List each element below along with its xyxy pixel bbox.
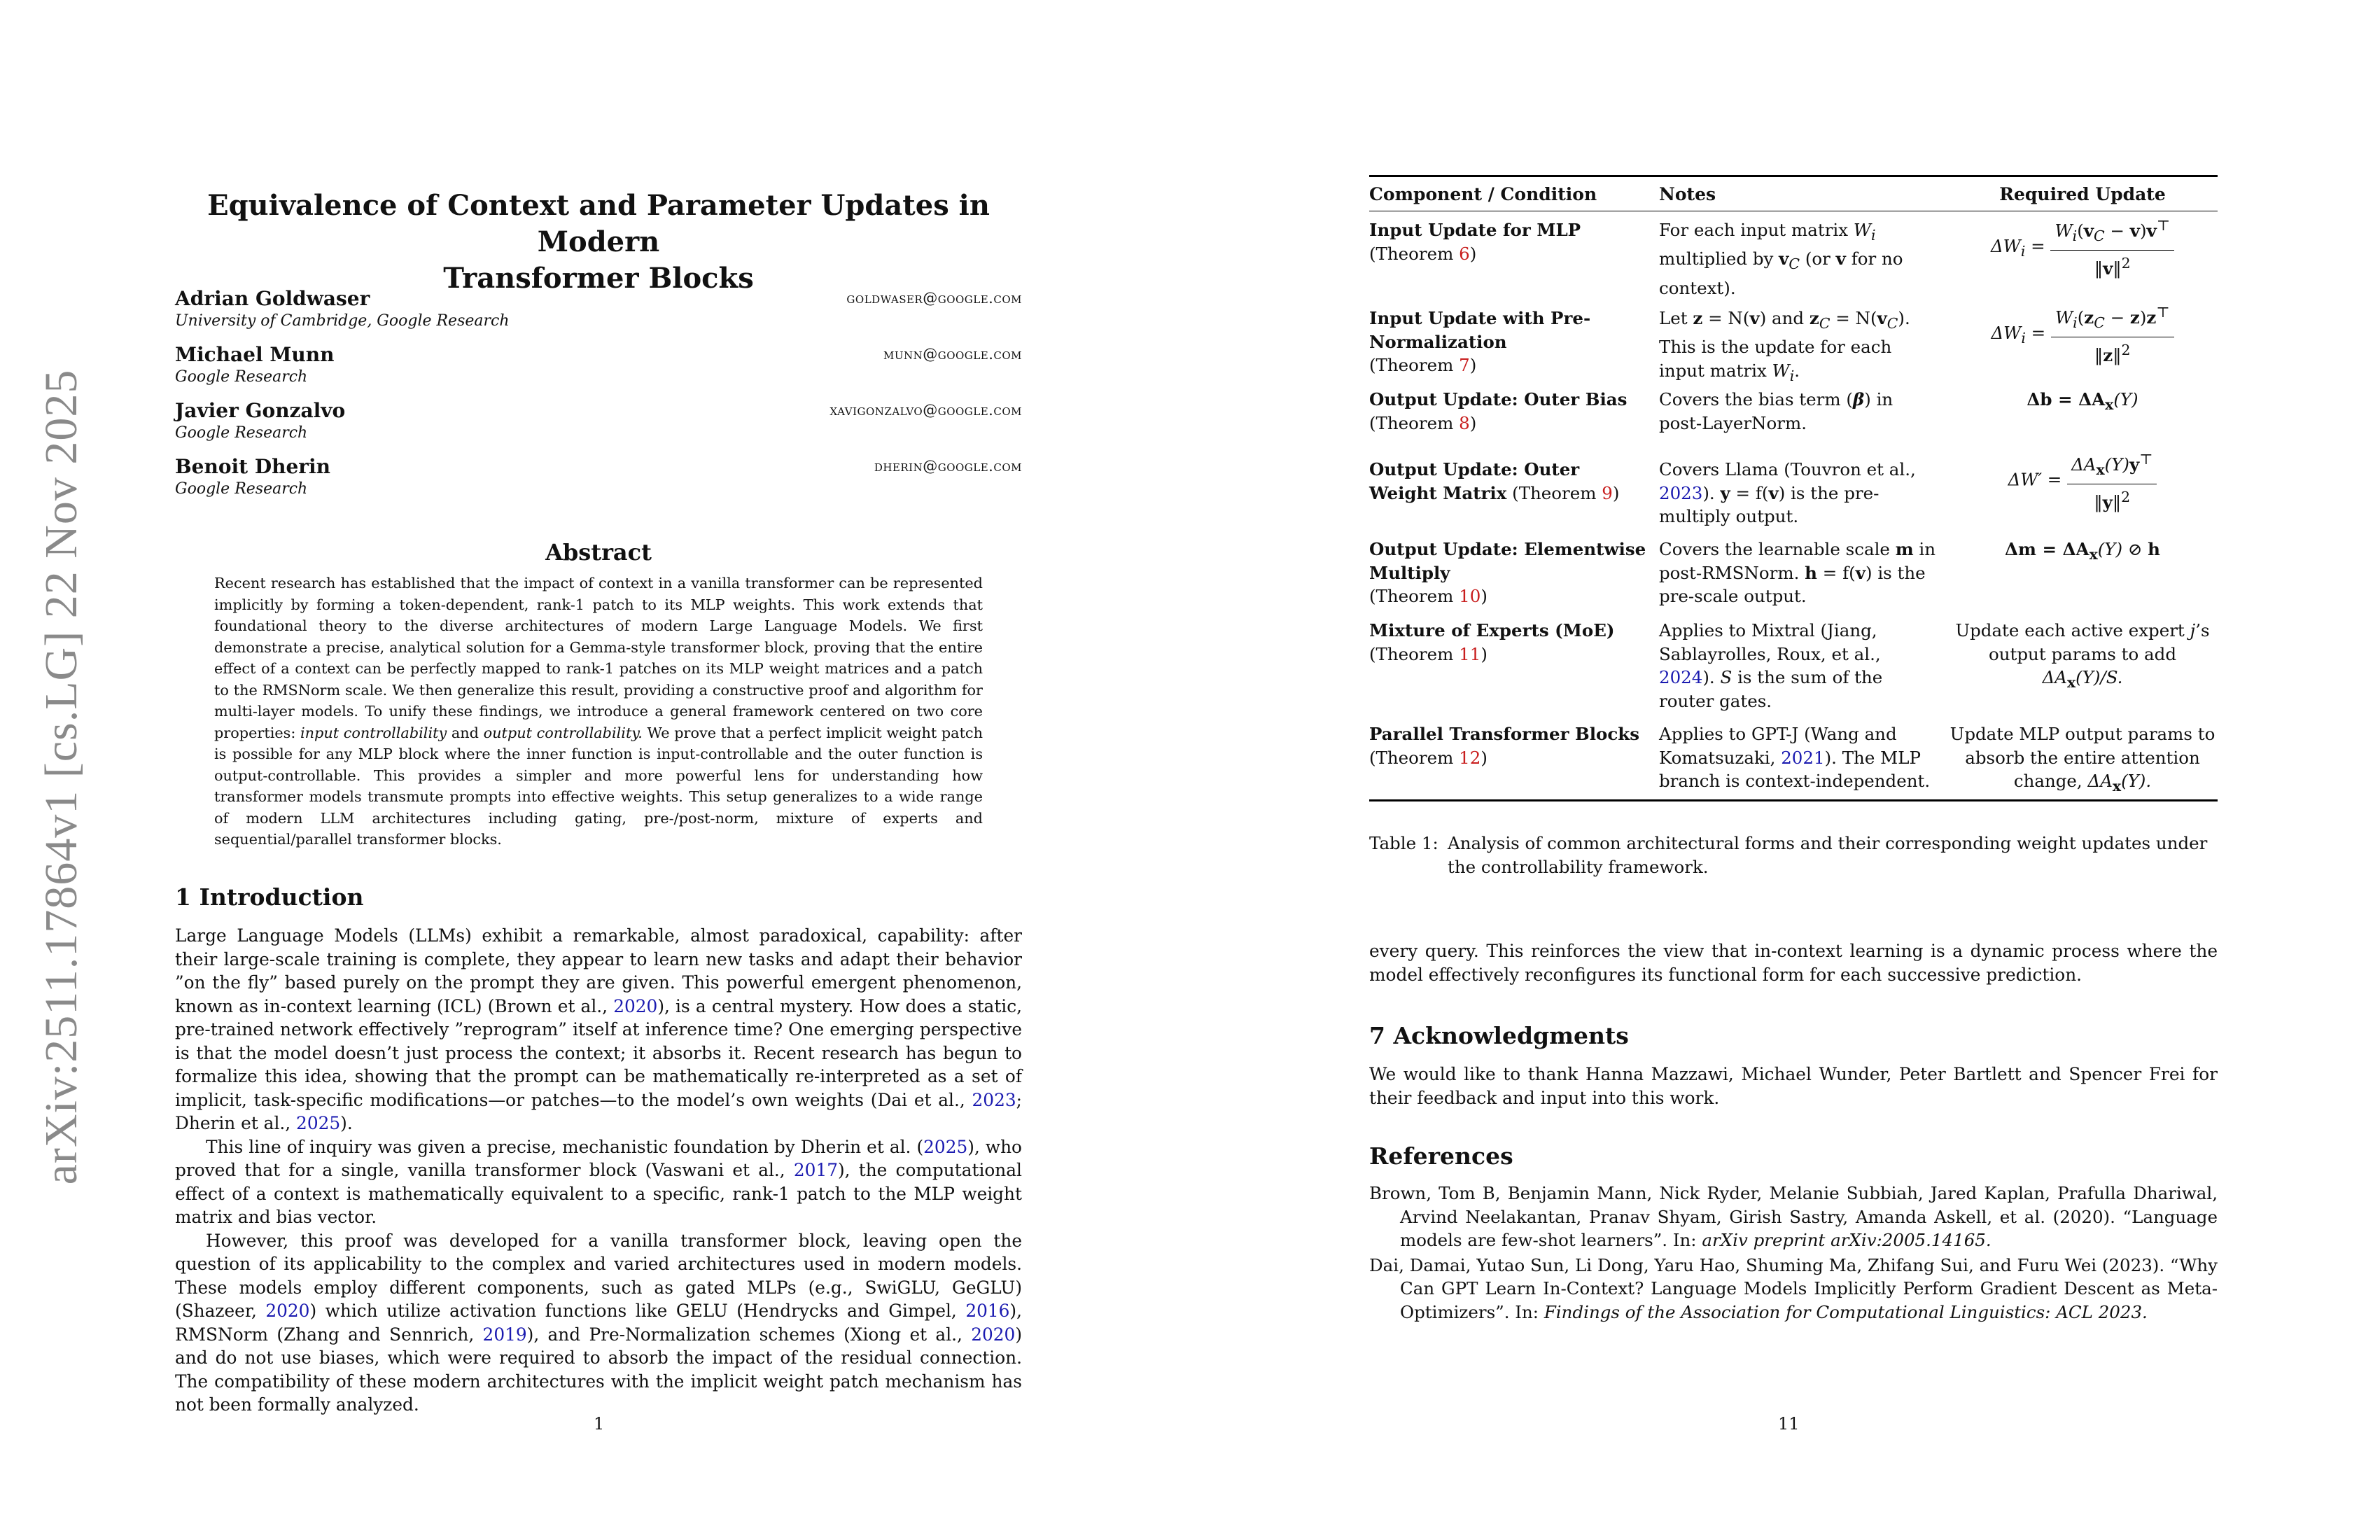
- update-formula: $\frac{W_i(z_C - z)z^⊤}{‖z‖^2}$: [2051, 301, 2174, 367]
- notes-cell: Let z = N(v) and $z_C = N(v_C)$. This is the update for each input matrix $W_i$.: [1659, 308, 1910, 384]
- citation-link[interactable]: 2024: [1659, 667, 1703, 687]
- author-block: [175, 455, 1022, 511]
- update-formula: $\frac{W_i(v_C - v)v^⊤}{‖v‖^2}$: [2050, 214, 2174, 280]
- author-email[interactable]: munn@google.com: [883, 346, 1022, 363]
- notes-cell: Applies to Mixtral (Jiang, Sablayrolles, Roux, et al., 2024). S is the sum of the router gates.: [1659, 620, 1883, 711]
- column-header: Notes: [1659, 184, 1716, 204]
- reference-entry: Brown, Tom B, Benjamin Mann, Nick Ryder, Melanie Subbiah, Jared Kaplan, Prafulla Dhariwal, Arvind Neelakantan, Pranav Shyam, Girish Sastry, Amanda Askell, et al. (2020). “Language models are few-shot learners”. In: arXiv preprint arXiv:2005.14165.: [1369, 1183, 2218, 1250]
- citation-link[interactable]: 2025: [923, 1136, 968, 1157]
- update-cell: Update each active expert j’s output params to add $\Delta A_x(Y)/S$.: [1955, 620, 2210, 691]
- paper-title: Equivalence of Context and Parameter Updates in Modern Transformer Blocks: [207, 189, 990, 295]
- column-header: Required Update: [1999, 184, 2166, 204]
- notes-cell: For each input matrix $W_i$ multiplied by $v_C$ (or v for no context).: [1659, 220, 1903, 298]
- author-affiliation: Google Research: [175, 368, 308, 386]
- page-number: 11: [1778, 1414, 1800, 1434]
- component-cell: Mixture of Experts (MoE) (Theorem 11): [1369, 620, 1615, 664]
- author-block: [175, 399, 1022, 455]
- author-block: [175, 343, 1022, 399]
- citation-link[interactable]: 2023: [1659, 482, 1703, 503]
- section-heading-acknowledgments: 7 Acknowledgments: [1369, 1022, 1629, 1049]
- notes-cell: Covers the learnable scale m in post-RMSNorm. h = f(v) is the pre-scale output.: [1659, 539, 1936, 606]
- citation-link[interactable]: 2017: [793, 1160, 838, 1180]
- citation-link[interactable]: 2021: [1781, 747, 1825, 768]
- paragraph: However, this proof was developed for a vanilla transformer block, leaving open the question of its applicability to the complex and varied architectures used in modern models. These models employ different components, such as gated MLPs (e.g., SwiGLU, GeGLU) (Shazeer, 2020) which utilize activation functions like GELU (Hendrycks and Gimpel, 2016), RMSNorm (Zhang and Sennrich, 2019), and Pre-Normalization schemes (Xiong et al., 2020) and do not use biases, which were required to absorb the impact of the residual connection. The compatibility of these modern architectures with the implicit weight patch mechanism has not been formally analyzed.: [175, 1230, 1022, 1415]
- citation-link[interactable]: 2016: [965, 1301, 1010, 1321]
- author-name: Benoit Dherin: [175, 455, 331, 478]
- paragraph: This line of inquiry was given a precise, mechanistic foundation by Dherin et al. (2025), who proved that for a single, vanilla transformer block (Vaswani et al., 2017), the computational effect of a context is mathematically equivalent to a specific, rank-1 patch to the MLP weight matrix and bias vector.: [175, 1136, 1022, 1227]
- component-cell: Output Update: Outer Weight Matrix (Theorem 9): [1369, 459, 1620, 503]
- author-affiliation: Google Research: [175, 424, 308, 442]
- table-row: [1369, 538, 2218, 619]
- acknowledgments-body: We would like to thank Hanna Mazzawi, Michael Wunder, Peter Bartlett and Spencer Frei for their feedback and input into this work.: [1369, 1064, 2218, 1108]
- component-cell: Parallel Transformer Blocks (Theorem 12): [1369, 724, 1640, 768]
- update-cell: Update MLP output params to absorb the entire attention change, $\Delta A_x(Y)$.: [1949, 724, 2216, 794]
- theorem-link[interactable]: 8: [1459, 412, 1470, 433]
- author-list: [175, 287, 1022, 511]
- update-cell: $\Delta m = \Delta A_x(Y)$ ⊘ h: [2005, 539, 2160, 563]
- table-row: [1369, 388, 2218, 458]
- theorem-link[interactable]: 6: [1459, 243, 1470, 264]
- architecture-table: [1369, 175, 2218, 802]
- paragraph: Large Language Models (LLMs) exhibit a remarkable, almost paradoxical, capability: after their large-scale training is complete, they appear to learn new tasks and adapt their behavior ”on the fly” based purely on the prompt they are given. This powerful emergent phenomenon, known as in-context learning (ICL) (Brown et al., 2020), is a central mystery. How does a static, pre-trained network effectively ”reprogram” itself at inference time? One emerging perspective is that the model doesn’t just process the context; it absorbs it. Recent research has begun to formalize this idea, showing that the prompt can be mathematically re-interpreted as a set of implicit, task-specific modifications—or patches—to the model’s own weights (Dai et al., 2023; Dherin et al., 2025).: [175, 925, 1022, 1133]
- author-name: Adrian Goldwaser: [175, 287, 370, 310]
- abstract-body: Recent research has established that the impact of context in a vanilla transformer can be represented implicitly by forming a token-dependent, rank-1 patch to its MLP weights. This work extends that foundational theory to the diverse architectures of modern Large Language Models. We first demonstrate a precise, analytical solution for a Gemma-style transformer block, proving that the entire effect of a context can be perfectly mapped to rank-1 patches on its MLP weight matrices and a patch to the RMSNorm scale. We then generalize this result, providing a constructive proof and algorithm for multi-layer models. To unify these findings, we introduce a general framework centered on two core properties: input controllability and output controllability. We prove that a perfect implicit weight patch is possible for any MLP block where the inner function is input-controllable and the outer function is output-controllable. This provides a simpler and more powerful lens for understanding how transformer models transmute prompts into effective weights. This setup generalizes to a wide range of modern LLM architectures including gating, pre-/post-norm, mixture of experts and sequential/parallel transformer blocks.: [214, 575, 983, 848]
- table-row: [1369, 304, 2218, 388]
- theorem-link[interactable]: 12: [1459, 747, 1481, 768]
- page-number: 1: [594, 1414, 605, 1434]
- citation-link[interactable]: 2019: [482, 1324, 527, 1345]
- table-row: [1369, 211, 2218, 307]
- update-cell: $\Delta b = \Delta A_x(Y)$: [2026, 389, 2138, 413]
- author-affiliation: Google Research: [175, 480, 308, 498]
- column-header: Component / Condition: [1369, 184, 1597, 204]
- component-cell: Input Update for MLP (Theorem 6): [1369, 220, 1581, 264]
- component-cell: Input Update with Pre-Normalization (Theorem 7): [1369, 308, 1591, 375]
- section-heading-references: References: [1369, 1142, 1513, 1170]
- theorem-link[interactable]: 7: [1459, 355, 1470, 375]
- table-caption: Table 1: Analysis of common architectural forms and their corresponding weight updates under the controllability framework.: [1369, 833, 2208, 877]
- table-row: [1369, 451, 2218, 538]
- abstract-heading: Abstract: [545, 539, 652, 566]
- citation-link[interactable]: 2020: [265, 1301, 310, 1321]
- component-cell: Output Update: Outer Bias (Theorem 8): [1369, 389, 1628, 433]
- update-cell: ΔW′ = $\frac{\Delta A_x(Y)y^⊤}{‖y‖^2}$: [1947, 448, 2218, 514]
- table-row: [1369, 722, 2218, 799]
- update-cell: $\Delta W_i$ = $\frac{W_i(v_C - v)v^⊤}{‖v‖^2}$: [1947, 214, 2218, 280]
- page-11: [1190, 0, 2380, 1540]
- component-cell: Output Update: Elementwise Multiply (Theorem 10): [1369, 539, 1646, 606]
- update-formula: $\frac{\Delta A_x(Y)y^⊤}{‖y‖^2}$: [2067, 448, 2157, 514]
- section-heading-introduction: 1 Introduction: [175, 883, 364, 911]
- author-affiliation: University of Cambridge, Google Research: [175, 312, 510, 330]
- notes-cell: Applies to GPT-J (Wang and Komatsuzaki, 2021). The MLP branch is context-independent.: [1659, 724, 1931, 791]
- table-header: [1369, 177, 2218, 211]
- notes-cell: Covers Llama (Touvron et al., 2023). y = f(v) is the pre-multiply output.: [1659, 459, 1916, 526]
- author-email[interactable]: dherin@google.com: [874, 458, 1022, 475]
- reference-list: [1369, 1182, 2218, 1325]
- author-email[interactable]: goldwaser@google.com: [846, 290, 1022, 307]
- citation-link[interactable]: 2023: [972, 1089, 1016, 1110]
- continuation-paragraph: every query. This reinforces the view that in-context learning is a dynamic process where the model effectively reconfigures its functional form for each successive prediction.: [1369, 941, 2218, 985]
- theorem-link[interactable]: 10: [1459, 586, 1481, 606]
- theorem-link[interactable]: 11: [1459, 643, 1481, 664]
- author-block: [175, 287, 1022, 343]
- arxiv-stamp: arXiv:2511.17864v1 [cs.LG] 22 Nov 2025: [36, 369, 87, 1185]
- author-name: Javier Gonzalvo: [175, 399, 346, 422]
- introduction-body: [175, 924, 1022, 1417]
- table-row: [1369, 619, 2218, 722]
- update-cell: $\Delta W_i$ = $\frac{W_i(z_C - z)z^⊤}{‖z‖^2}$: [1947, 301, 2218, 367]
- reference-entry: Dai, Damai, Yutao Sun, Li Dong, Yaru Hao, Shuming Ma, Zhifang Sui, and Furu Wei (2023). “Why Can GPT Learn In-Context? Language Models Implicitly Perform Gradient Descent as Meta-Optimizers”. In: Findings of the Association for Computational Linguistics: ACL 2023.: [1369, 1254, 2218, 1322]
- citation-link[interactable]: 2025: [296, 1113, 341, 1133]
- author-email[interactable]: xavigonzalvo@google.com: [830, 402, 1022, 419]
- theorem-link[interactable]: 9: [1602, 482, 1613, 503]
- citation-link[interactable]: 2020: [613, 995, 658, 1016]
- citation-link[interactable]: 2020: [971, 1324, 1016, 1345]
- author-name: Michael Munn: [175, 343, 335, 366]
- notes-cell: Covers the bias term (β) in post-LayerNorm.: [1659, 389, 1893, 433]
